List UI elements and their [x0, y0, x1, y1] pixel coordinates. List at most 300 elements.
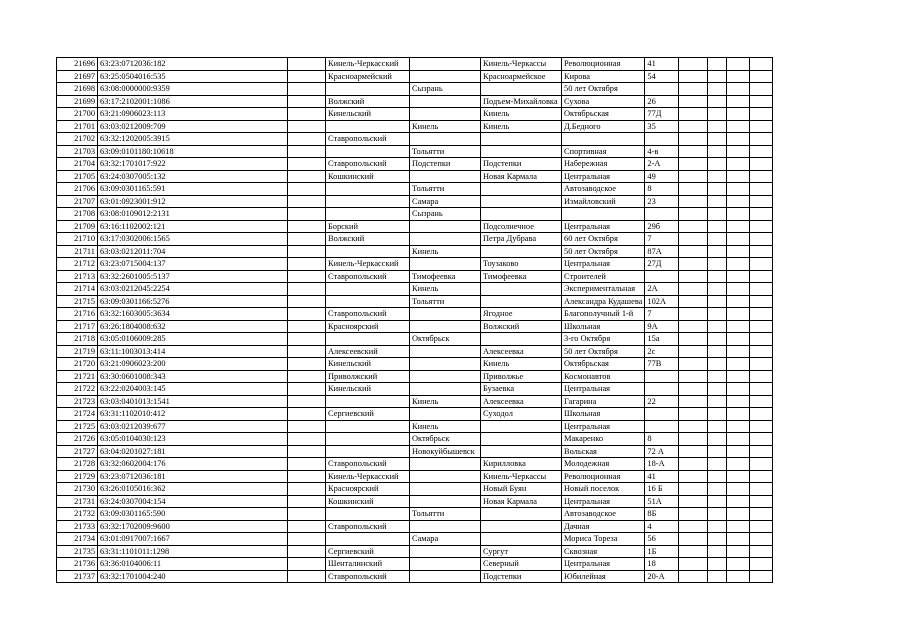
cadastral-number-cell: 63:17:2102001:1086 [98, 95, 288, 108]
extra-cell [708, 508, 727, 521]
extra-cell [750, 558, 773, 571]
settlement-cell [481, 133, 562, 146]
extra-cell [679, 308, 708, 321]
street-cell: Сквозная [562, 545, 645, 558]
row-number-cell: 21704 [57, 158, 98, 171]
district-cell: Ставропольский [326, 133, 410, 146]
extra-cell [708, 183, 727, 196]
empty-cell [288, 108, 326, 121]
extra-cell [679, 445, 708, 458]
extra-cell [708, 258, 727, 271]
table-row [57, 470, 773, 483]
district-cell: Ставропольский [326, 270, 410, 283]
extra-cell [727, 283, 750, 296]
extra-cell [750, 145, 773, 158]
district-cell [326, 83, 410, 96]
extra-cell [679, 270, 708, 283]
street-cell: Космонавтов [562, 370, 645, 383]
city-cell [410, 308, 481, 321]
row-number-cell: 21707 [57, 195, 98, 208]
empty-cell [288, 70, 326, 83]
street-cell: 3-го Октября [562, 333, 645, 346]
house-number-cell: 8 [645, 183, 679, 196]
city-cell: Кинель [410, 395, 481, 408]
extra-cell [727, 358, 750, 371]
district-cell [326, 508, 410, 521]
empty-cell [288, 208, 326, 221]
extra-cell [727, 483, 750, 496]
extra-cell [750, 320, 773, 333]
table-row [57, 220, 773, 233]
row-number-cell: 21724 [57, 408, 98, 421]
extra-cell [708, 520, 727, 533]
empty-cell [288, 295, 326, 308]
extra-cell [679, 70, 708, 83]
street-cell: Кирова [562, 70, 645, 83]
extra-cell [679, 245, 708, 258]
extra-cell [750, 208, 773, 221]
street-cell: Благополучный 1-й [562, 308, 645, 321]
empty-cell [288, 533, 326, 546]
house-number-cell: 27Д [645, 258, 679, 271]
street-cell: Д.Бедного [562, 120, 645, 133]
house-number-cell: 77В [645, 358, 679, 371]
city-cell [410, 458, 481, 471]
city-cell: Октябрьск [410, 433, 481, 446]
empty-cell [288, 333, 326, 346]
extra-cell [708, 108, 727, 121]
house-number-cell [645, 420, 679, 433]
extra-cell [750, 570, 773, 583]
district-cell: Ставропольский [326, 308, 410, 321]
table-row [57, 570, 773, 583]
extra-cell [679, 333, 708, 346]
street-cell: Спортивная [562, 145, 645, 158]
row-number-cell: 21721 [57, 370, 98, 383]
extra-cell [750, 295, 773, 308]
street-cell: Макаренко [562, 433, 645, 446]
table-row [57, 95, 773, 108]
cadastral-number-cell: 63:08:0109012:2131 [98, 208, 288, 221]
cadastral-number-cell: 63:31:1101011:1298 [98, 545, 288, 558]
settlement-cell [481, 283, 562, 296]
cadastral-number-cell: 63:25:0504016:535 [98, 70, 288, 83]
extra-cell [679, 408, 708, 421]
row-number-cell: 21703 [57, 145, 98, 158]
district-cell [326, 183, 410, 196]
city-cell: Самара [410, 195, 481, 208]
street-cell: Новый поселок [562, 483, 645, 496]
street-cell [562, 133, 645, 146]
district-cell: Красноярский [326, 320, 410, 333]
table-row [57, 183, 773, 196]
city-cell: Кинель [410, 120, 481, 133]
empty-cell [288, 195, 326, 208]
settlement-cell [481, 445, 562, 458]
extra-cell [708, 208, 727, 221]
extra-cell [727, 570, 750, 583]
settlement-cell [481, 208, 562, 221]
empty-cell [288, 170, 326, 183]
row-number-cell: 21732 [57, 508, 98, 521]
city-cell: Тольятти [410, 183, 481, 196]
extra-cell [750, 508, 773, 521]
house-number-cell: 41 [645, 470, 679, 483]
empty-cell [288, 495, 326, 508]
extra-cell [750, 433, 773, 446]
district-cell [326, 283, 410, 296]
city-cell [410, 220, 481, 233]
cadastral-number-cell: 63:03:0212039:677 [98, 420, 288, 433]
district-cell: Кошкинский [326, 170, 410, 183]
empty-cell [288, 433, 326, 446]
extra-cell [708, 220, 727, 233]
district-cell: Волжский [326, 233, 410, 246]
table-row [57, 320, 773, 333]
table-row [57, 120, 773, 133]
house-number-cell [645, 133, 679, 146]
empty-cell [288, 383, 326, 396]
settlement-cell: Кинель-Черкассы [481, 58, 562, 71]
extra-cell [727, 108, 750, 121]
cadastral-number-cell: 63:17:0302006:1565 [98, 233, 288, 246]
row-number-cell: 21727 [57, 445, 98, 458]
table-row [57, 445, 773, 458]
table-row [57, 133, 773, 146]
settlement-cell: Кинель [481, 108, 562, 121]
row-number-cell: 21706 [57, 183, 98, 196]
extra-cell [750, 395, 773, 408]
empty-cell [288, 395, 326, 408]
extra-cell [679, 133, 708, 146]
settlement-cell: Красноармейское [481, 70, 562, 83]
city-cell [410, 133, 481, 146]
district-cell [326, 333, 410, 346]
cadastral-number-cell: 63:09:0101180:10618 [98, 145, 288, 158]
house-number-cell [645, 383, 679, 396]
extra-cell [679, 195, 708, 208]
district-cell: Волжский [326, 95, 410, 108]
settlement-cell [481, 333, 562, 346]
empty-cell [288, 470, 326, 483]
city-cell [410, 70, 481, 83]
house-number-cell [645, 83, 679, 96]
extra-cell [750, 170, 773, 183]
district-cell: Сергиевский [326, 545, 410, 558]
extra-cell [679, 470, 708, 483]
extra-cell [727, 345, 750, 358]
district-cell: Кинельский [326, 108, 410, 121]
extra-cell [679, 258, 708, 271]
house-number-cell: 4 [645, 520, 679, 533]
city-cell: Тимофеевка [410, 270, 481, 283]
extra-cell [750, 408, 773, 421]
city-cell [410, 545, 481, 558]
extra-cell [727, 258, 750, 271]
empty-cell [288, 120, 326, 133]
house-number-cell: 18 [645, 558, 679, 571]
settlement-cell [481, 195, 562, 208]
table-row [57, 458, 773, 471]
extra-cell [727, 270, 750, 283]
settlement-cell [481, 433, 562, 446]
district-cell: Ставропольский [326, 570, 410, 583]
extra-cell [750, 533, 773, 546]
city-cell [410, 358, 481, 371]
table-row [57, 433, 773, 446]
house-number-cell: 7 [645, 233, 679, 246]
street-cell: Центральная [562, 220, 645, 233]
table-row [57, 558, 773, 571]
district-cell: Приволжский [326, 370, 410, 383]
empty-cell [288, 308, 326, 321]
table-row [57, 108, 773, 121]
extra-cell [708, 245, 727, 258]
district-cell: Шенталинский [326, 558, 410, 571]
house-number-cell: 72 А [645, 445, 679, 458]
house-number-cell: 102А [645, 295, 679, 308]
extra-cell [750, 520, 773, 533]
city-cell [410, 345, 481, 358]
empty-cell [288, 245, 326, 258]
row-number-cell: 21701 [57, 120, 98, 133]
row-number-cell: 21719 [57, 345, 98, 358]
cadastral-number-cell: 63:08:0000000:9359 [98, 83, 288, 96]
extra-cell [679, 170, 708, 183]
district-cell: Кошкинский [326, 495, 410, 508]
table-row [57, 545, 773, 558]
settlement-cell: Кирилловка [481, 458, 562, 471]
table-row [57, 370, 773, 383]
settlement-cell: Подстепки [481, 570, 562, 583]
house-number-cell [645, 408, 679, 421]
city-cell [410, 558, 481, 571]
cadastral-number-cell: 63:21:0906023:113 [98, 108, 288, 121]
city-cell [410, 170, 481, 183]
street-cell: 60 лет Октября [562, 233, 645, 246]
extra-cell [708, 358, 727, 371]
extra-cell [727, 445, 750, 458]
extra-cell [679, 95, 708, 108]
empty-cell [288, 133, 326, 146]
city-cell [410, 495, 481, 508]
settlement-cell: Приволжье [481, 370, 562, 383]
street-cell: Молодежная [562, 458, 645, 471]
cadastral-number-cell: 63:32:2601005:5137 [98, 270, 288, 283]
row-number-cell: 21708 [57, 208, 98, 221]
extra-cell [708, 570, 727, 583]
house-number-cell [645, 270, 679, 283]
extra-cell [708, 283, 727, 296]
cadastral-number-cell: 63:31:1102010:412 [98, 408, 288, 421]
empty-cell [288, 445, 326, 458]
house-number-cell: 26 [645, 95, 679, 108]
cadastral-number-cell: 63:01:0923001:912 [98, 195, 288, 208]
street-cell: Автозаводское [562, 183, 645, 196]
extra-cell [750, 108, 773, 121]
extra-cell [679, 83, 708, 96]
extra-cell [727, 220, 750, 233]
street-cell: Школьная [562, 408, 645, 421]
extra-cell [679, 533, 708, 546]
table-row [57, 483, 773, 496]
extra-cell [750, 220, 773, 233]
extra-cell [727, 520, 750, 533]
extra-cell [750, 258, 773, 271]
extra-cell [708, 170, 727, 183]
extra-cell [727, 58, 750, 71]
extra-cell [708, 420, 727, 433]
table-row [57, 495, 773, 508]
extra-cell [708, 120, 727, 133]
table-row [57, 245, 773, 258]
district-cell [326, 245, 410, 258]
house-number-cell: 18-А [645, 458, 679, 471]
district-cell: Ставропольский [326, 458, 410, 471]
street-cell: Центральная [562, 420, 645, 433]
empty-cell [288, 95, 326, 108]
city-cell [410, 108, 481, 121]
extra-cell [727, 433, 750, 446]
row-number-cell: 21717 [57, 320, 98, 333]
extra-cell [750, 445, 773, 458]
cadastral-number-cell: 63:30:0601008:343 [98, 370, 288, 383]
extra-cell [708, 370, 727, 383]
table-row [57, 308, 773, 321]
district-cell: Кинель-Черкасский [326, 470, 410, 483]
extra-cell [679, 545, 708, 558]
street-cell: Революционная [562, 470, 645, 483]
table-row [57, 145, 773, 158]
extra-cell [708, 445, 727, 458]
cadastral-number-cell: 63:24:0307004:154 [98, 495, 288, 508]
city-cell [410, 58, 481, 71]
extra-cell [727, 145, 750, 158]
city-cell [410, 258, 481, 271]
cadastral-number-cell: 63:03:0401013:1541 [98, 395, 288, 408]
extra-cell [679, 483, 708, 496]
city-cell: Сызрань [410, 208, 481, 221]
city-cell: Кинель [410, 420, 481, 433]
extra-cell [708, 195, 727, 208]
street-cell: Юбилейная [562, 570, 645, 583]
extra-cell [679, 58, 708, 71]
cadastral-number-cell: 63:23:0715004:137 [98, 258, 288, 271]
district-cell [326, 445, 410, 458]
district-cell: Красноармейский [326, 70, 410, 83]
table-row [57, 70, 773, 83]
cadastral-number-cell: 63:03:0212011:704 [98, 245, 288, 258]
cadastral-number-cell: 63:03:0212009:709 [98, 120, 288, 133]
house-number-cell: 2А [645, 283, 679, 296]
city-cell [410, 520, 481, 533]
extra-cell [727, 83, 750, 96]
extra-cell [708, 470, 727, 483]
extra-cell [750, 95, 773, 108]
district-cell: Кинельский [326, 358, 410, 371]
street-cell: Революционная [562, 58, 645, 71]
extra-cell [750, 83, 773, 96]
house-number-cell: 2с [645, 345, 679, 358]
house-number-cell: 22 [645, 395, 679, 408]
cadastral-number-cell: 63:32:0602004:176 [98, 458, 288, 471]
extra-cell [727, 470, 750, 483]
extra-cell [727, 95, 750, 108]
house-number-cell: 15а [645, 333, 679, 346]
house-number-cell: 56 [645, 533, 679, 546]
row-number-cell: 21728 [57, 458, 98, 471]
cadastral-number-cell: 63:23:0712036:182 [98, 58, 288, 71]
extra-cell [708, 320, 727, 333]
district-cell [326, 195, 410, 208]
extra-cell [679, 158, 708, 171]
extra-cell [679, 358, 708, 371]
street-cell: Экспериментальная [562, 283, 645, 296]
table-row [57, 270, 773, 283]
extra-cell [727, 295, 750, 308]
house-number-cell: 77Д [645, 108, 679, 121]
row-number-cell: 21730 [57, 483, 98, 496]
empty-cell [288, 520, 326, 533]
extra-cell [727, 508, 750, 521]
extra-cell [708, 58, 727, 71]
extra-cell [727, 233, 750, 246]
extra-cell [750, 133, 773, 146]
empty-cell [288, 270, 326, 283]
extra-cell [750, 458, 773, 471]
row-number-cell: 21714 [57, 283, 98, 296]
district-cell [326, 145, 410, 158]
street-cell: 50 лет Октября [562, 83, 645, 96]
street-cell: Центральная [562, 170, 645, 183]
house-number-cell: 20-А [645, 570, 679, 583]
extra-cell [679, 383, 708, 396]
extra-cell [750, 345, 773, 358]
empty-cell [288, 420, 326, 433]
row-number-cell: 21722 [57, 383, 98, 396]
district-cell [326, 420, 410, 433]
city-cell: Сызрань [410, 83, 481, 96]
city-cell [410, 370, 481, 383]
extra-cell [679, 120, 708, 133]
extra-cell [727, 120, 750, 133]
city-cell [410, 233, 481, 246]
cadastral-number-cell: 63:32:1702009:9600 [98, 520, 288, 533]
city-cell [410, 383, 481, 396]
table-row [57, 58, 773, 71]
settlement-cell [481, 183, 562, 196]
extra-cell [750, 470, 773, 483]
extra-cell [708, 408, 727, 421]
house-number-cell: 51А [645, 495, 679, 508]
settlement-cell [481, 245, 562, 258]
table-row [57, 520, 773, 533]
row-number-cell: 21737 [57, 570, 98, 583]
cadastral-number-cell: 63:11:1003013:414 [98, 345, 288, 358]
settlement-cell: Кинель [481, 120, 562, 133]
district-cell: Кинель-Черкасский [326, 258, 410, 271]
house-number-cell: 1Б [645, 545, 679, 558]
row-number-cell: 21733 [57, 520, 98, 533]
cadastral-number-cell: 63:32:1202005:3915 [98, 133, 288, 146]
empty-cell [288, 408, 326, 421]
extra-cell [727, 70, 750, 83]
house-number-cell: 2-А [645, 158, 679, 171]
cadastral-number-cell: 63:32:1701017:922 [98, 158, 288, 171]
row-number-cell: 21725 [57, 420, 98, 433]
extra-cell [679, 395, 708, 408]
extra-cell [727, 183, 750, 196]
